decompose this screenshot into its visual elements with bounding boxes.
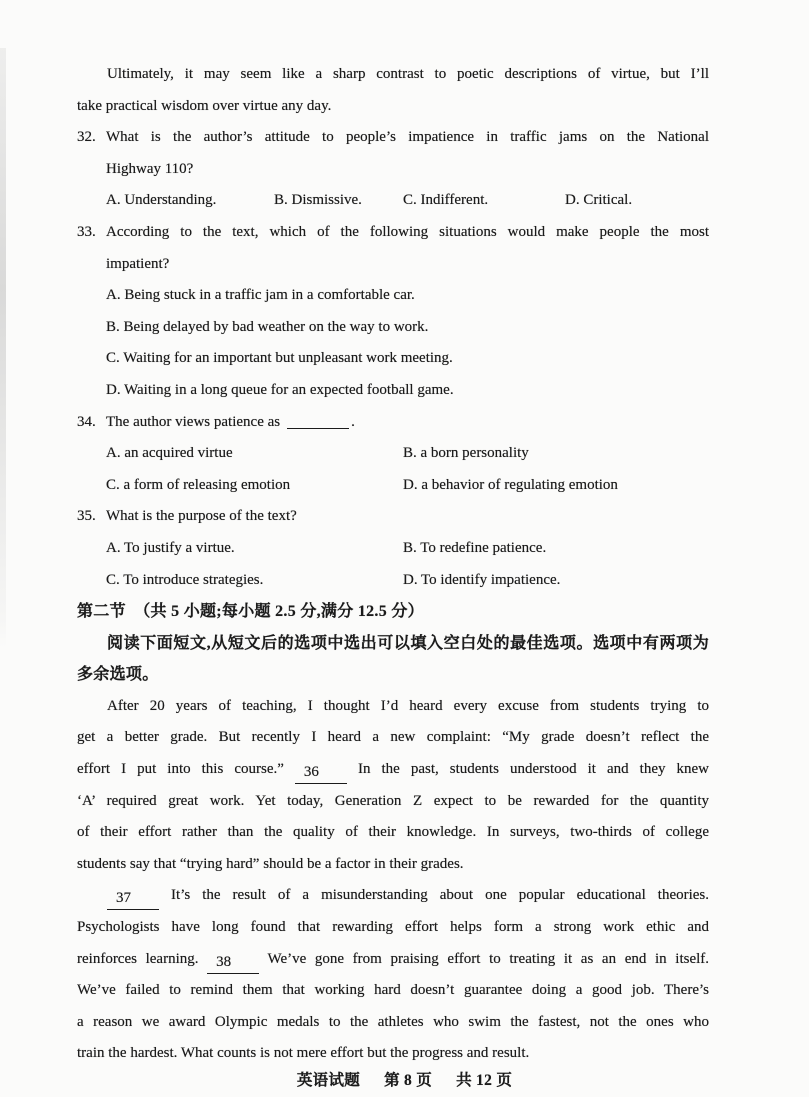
- question-34-stem: [77, 407, 709, 439]
- passage-para-2-line-2: Psychologists have long found that rewarding effort helps form a strong work ethic and: [77, 919, 709, 936]
- question-33-option-d: D. Waiting in a long queue for an expected football game.: [106, 381, 454, 398]
- question-32-options: [77, 185, 709, 217]
- passage-text: It’s the result of a misunderstanding about one popular educational theories.: [171, 887, 709, 904]
- scan-edge-shadow: [0, 48, 6, 648]
- question-33-option-c: C. Waiting for an important but unpleasant work meeting.: [106, 350, 453, 367]
- passage-para-2-line-5: a reason we award Olympic medals to the athletes who swim the fastest, not the ones who: [77, 1013, 709, 1030]
- footer-page-number: 第 8 页: [384, 1072, 433, 1089]
- question-35-options-row-1: [77, 533, 709, 565]
- passage-para-1-line-6: students say that “trying hard” should be a factor in their grades.: [77, 855, 464, 872]
- answer-blank-36: 36: [295, 761, 347, 784]
- passage-text: effort I put into this course.”: [77, 761, 284, 778]
- question-32-option-d: D. Critical.: [565, 192, 633, 209]
- answer-blank-34: [287, 410, 349, 429]
- question-32-option-b: B. Dismissive.: [274, 192, 362, 209]
- question-33-stem-line-1: [77, 217, 709, 249]
- passage-text: In the past, students understood it and they knew: [357, 761, 709, 778]
- intro-line-1: Ultimately, it may seem like a sharp contrast to poetic descriptions of virtue, but I’ll: [107, 66, 709, 82]
- document-body: [77, 59, 709, 1070]
- question-34-option-c: C. a form of releasing emotion: [106, 476, 291, 493]
- answer-blank-38: 38: [207, 951, 259, 974]
- question-32-stem-text: What is the author’s attitude to people’s impatience in traffic jams on the National: [106, 129, 709, 146]
- question-35-options-row-2: [77, 565, 709, 597]
- passage-para-1-line-4: ‘A’ required great work. Yet today, Generation Z expect to be rewarded for the quantity: [77, 792, 709, 809]
- question-33-option-b: B. Being delayed by bad weather on the way to work.: [106, 318, 429, 335]
- question-35-option-d: D. To identify impatience.: [403, 571, 561, 588]
- question-32-stem-line-2: Highway 110?: [106, 160, 194, 177]
- question-33-stem-line-2: impatient?: [106, 255, 170, 272]
- question-34-number: 34.: [77, 413, 96, 430]
- answer-blank-37: 37: [107, 887, 159, 910]
- question-33-stem-text: According to the text, which of the following situations would make people the most: [106, 223, 709, 240]
- question-33-number: 33.: [77, 223, 96, 240]
- question-35-number: 35.: [77, 508, 96, 525]
- question-35-option-a: A. To justify a virtue.: [106, 539, 235, 556]
- intro-line-2: take practical wisdom over virtue any day.: [77, 97, 332, 114]
- passage-para-2-line-3: [77, 944, 709, 976]
- passage-para-1-line-2: get a better grade. But recently I heard a new complaint: “My grade doesn’t reflect the: [77, 729, 709, 746]
- passage-para-2-line-6: train the hardest. What counts is not mere effort but the progress and result.: [77, 1045, 530, 1062]
- question-35-stem-text: What is the purpose of the text?: [106, 508, 297, 525]
- question-34-option-a: A. an acquired virtue: [106, 445, 233, 462]
- question-34-option-b: B. a born personality: [403, 445, 529, 462]
- question-34-options-row-2: [77, 470, 709, 502]
- section-2-instructions-line-2: 多余选项。: [77, 666, 159, 684]
- question-34-stem-text: The author views patience as: [106, 413, 281, 430]
- question-35-stem: [77, 501, 709, 533]
- passage-para-2-line-1: [77, 880, 709, 912]
- question-34-stem-period: .: [351, 413, 355, 430]
- passage-para-2-line-4: We’ve failed to remind them that working hard doesn’t guarantee doing a good job. There’s: [77, 982, 709, 999]
- question-35-option-b: B. To redefine patience.: [403, 539, 547, 556]
- question-32-stem-line-1: [77, 122, 709, 154]
- question-32-option-c: C. Indifferent.: [403, 192, 489, 209]
- question-35-option-c: C. To introduce strategies.: [106, 571, 264, 588]
- section-2-instructions-line-1: 阅读下面短文,从短文后的选项中选出可以填入空白处的最佳选项。选项中有两项为: [107, 634, 709, 652]
- footer-page-total: 共 12 页: [456, 1072, 513, 1089]
- question-32-option-a: A. Understanding.: [106, 192, 217, 209]
- passage-para-1-line-1: After 20 years of teaching, I thought I’d heard every excuse from students trying to: [107, 697, 709, 714]
- footer-doc-title: 英语试题: [296, 1072, 361, 1089]
- question-32-number: 32.: [77, 129, 96, 146]
- question-34-options-row-1: [77, 438, 709, 470]
- passage-text: reinforces learning.: [77, 950, 199, 967]
- question-34-option-d: D. a behavior of regulating emotion: [403, 476, 618, 493]
- question-33-option-a: A. Being stuck in a traffic jam in a comfortable car.: [106, 287, 415, 304]
- passage-para-1-line-5: of their effort rather than the quality of their knowledge. In surveys, two-thirds of college: [77, 824, 709, 841]
- section-2-heading: 第二节 （共 5 小题;每小题 2.5 分,满分 12.5 分）: [77, 603, 424, 621]
- passage-text: We’ve gone from praising effort to treating it as an end in itself.: [267, 950, 709, 967]
- page-footer: [0, 1068, 809, 1090]
- passage-para-1-line-3: [77, 754, 709, 786]
